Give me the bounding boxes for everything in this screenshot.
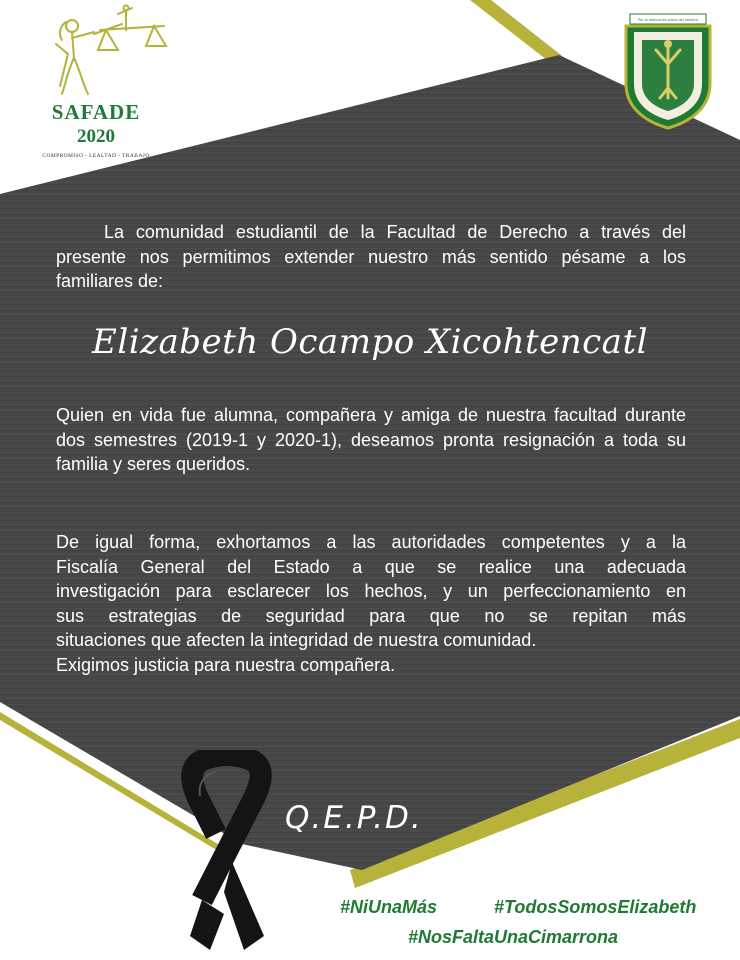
demand-line: investigación para esclarecer los hechos, y un perfeccionamiento en: [56, 581, 686, 602]
demand-line: Exigimos justicia para nuestra compañera.: [56, 654, 396, 675]
justice-scale-icon: [22, 4, 170, 104]
university-seal-icon: [620, 12, 716, 130]
hashtag-nosfaltaunacimarrona: #NosFaltaUnaCimarrona: [408, 927, 619, 947]
demand-line: sus estrategias de seguridad para que no se repitan más: [56, 605, 686, 626]
demand-line: De igual forma, exhortamos a las autoridades competentes y a la: [56, 532, 686, 552]
hashtag-todossomoselizabeth: #TodosSomosElizabeth: [494, 897, 697, 917]
tribute-paragraph: Quien en vida fue alumna, compañera y amiga de nuestra facultad durante dos semestres (2019-1 y 2020-1), deseamos pronta resignación a toda su familia y seres queridos.: [56, 405, 686, 475]
logo-motto: COMPROMISO - LEALTAD - TRABAJO: [42, 153, 150, 159]
mourning-ribbon-icon: [172, 750, 282, 960]
seal-top-text: Por la realización plena del hombre: [638, 18, 698, 22]
deceased-name: Elizabeth Ocampo Xicohtencatl: [92, 322, 648, 362]
qepd-text: Q.E.P.D.: [285, 800, 423, 836]
demand-line: situaciones que afecten la integridad de nuestra comunidad.: [56, 630, 537, 651]
hashtag-niunamas: #NiUnaMás: [340, 897, 438, 917]
demand-paragraph: [56, 530, 686, 678]
logo-year: 2020: [77, 126, 115, 147]
logo-name: SAFADE: [51, 100, 141, 124]
intro-text: La comunidad estudiantil de la Facultad de Derecho a través del presente nos permitimos extender nuestro más sentido pésame a los familiares de:: [56, 222, 686, 292]
demand-line: Fiscalía General del Estado a que se realice una adecuada: [56, 556, 686, 577]
intro-paragraph: [56, 220, 686, 294]
safade-logo: [22, 4, 170, 164]
